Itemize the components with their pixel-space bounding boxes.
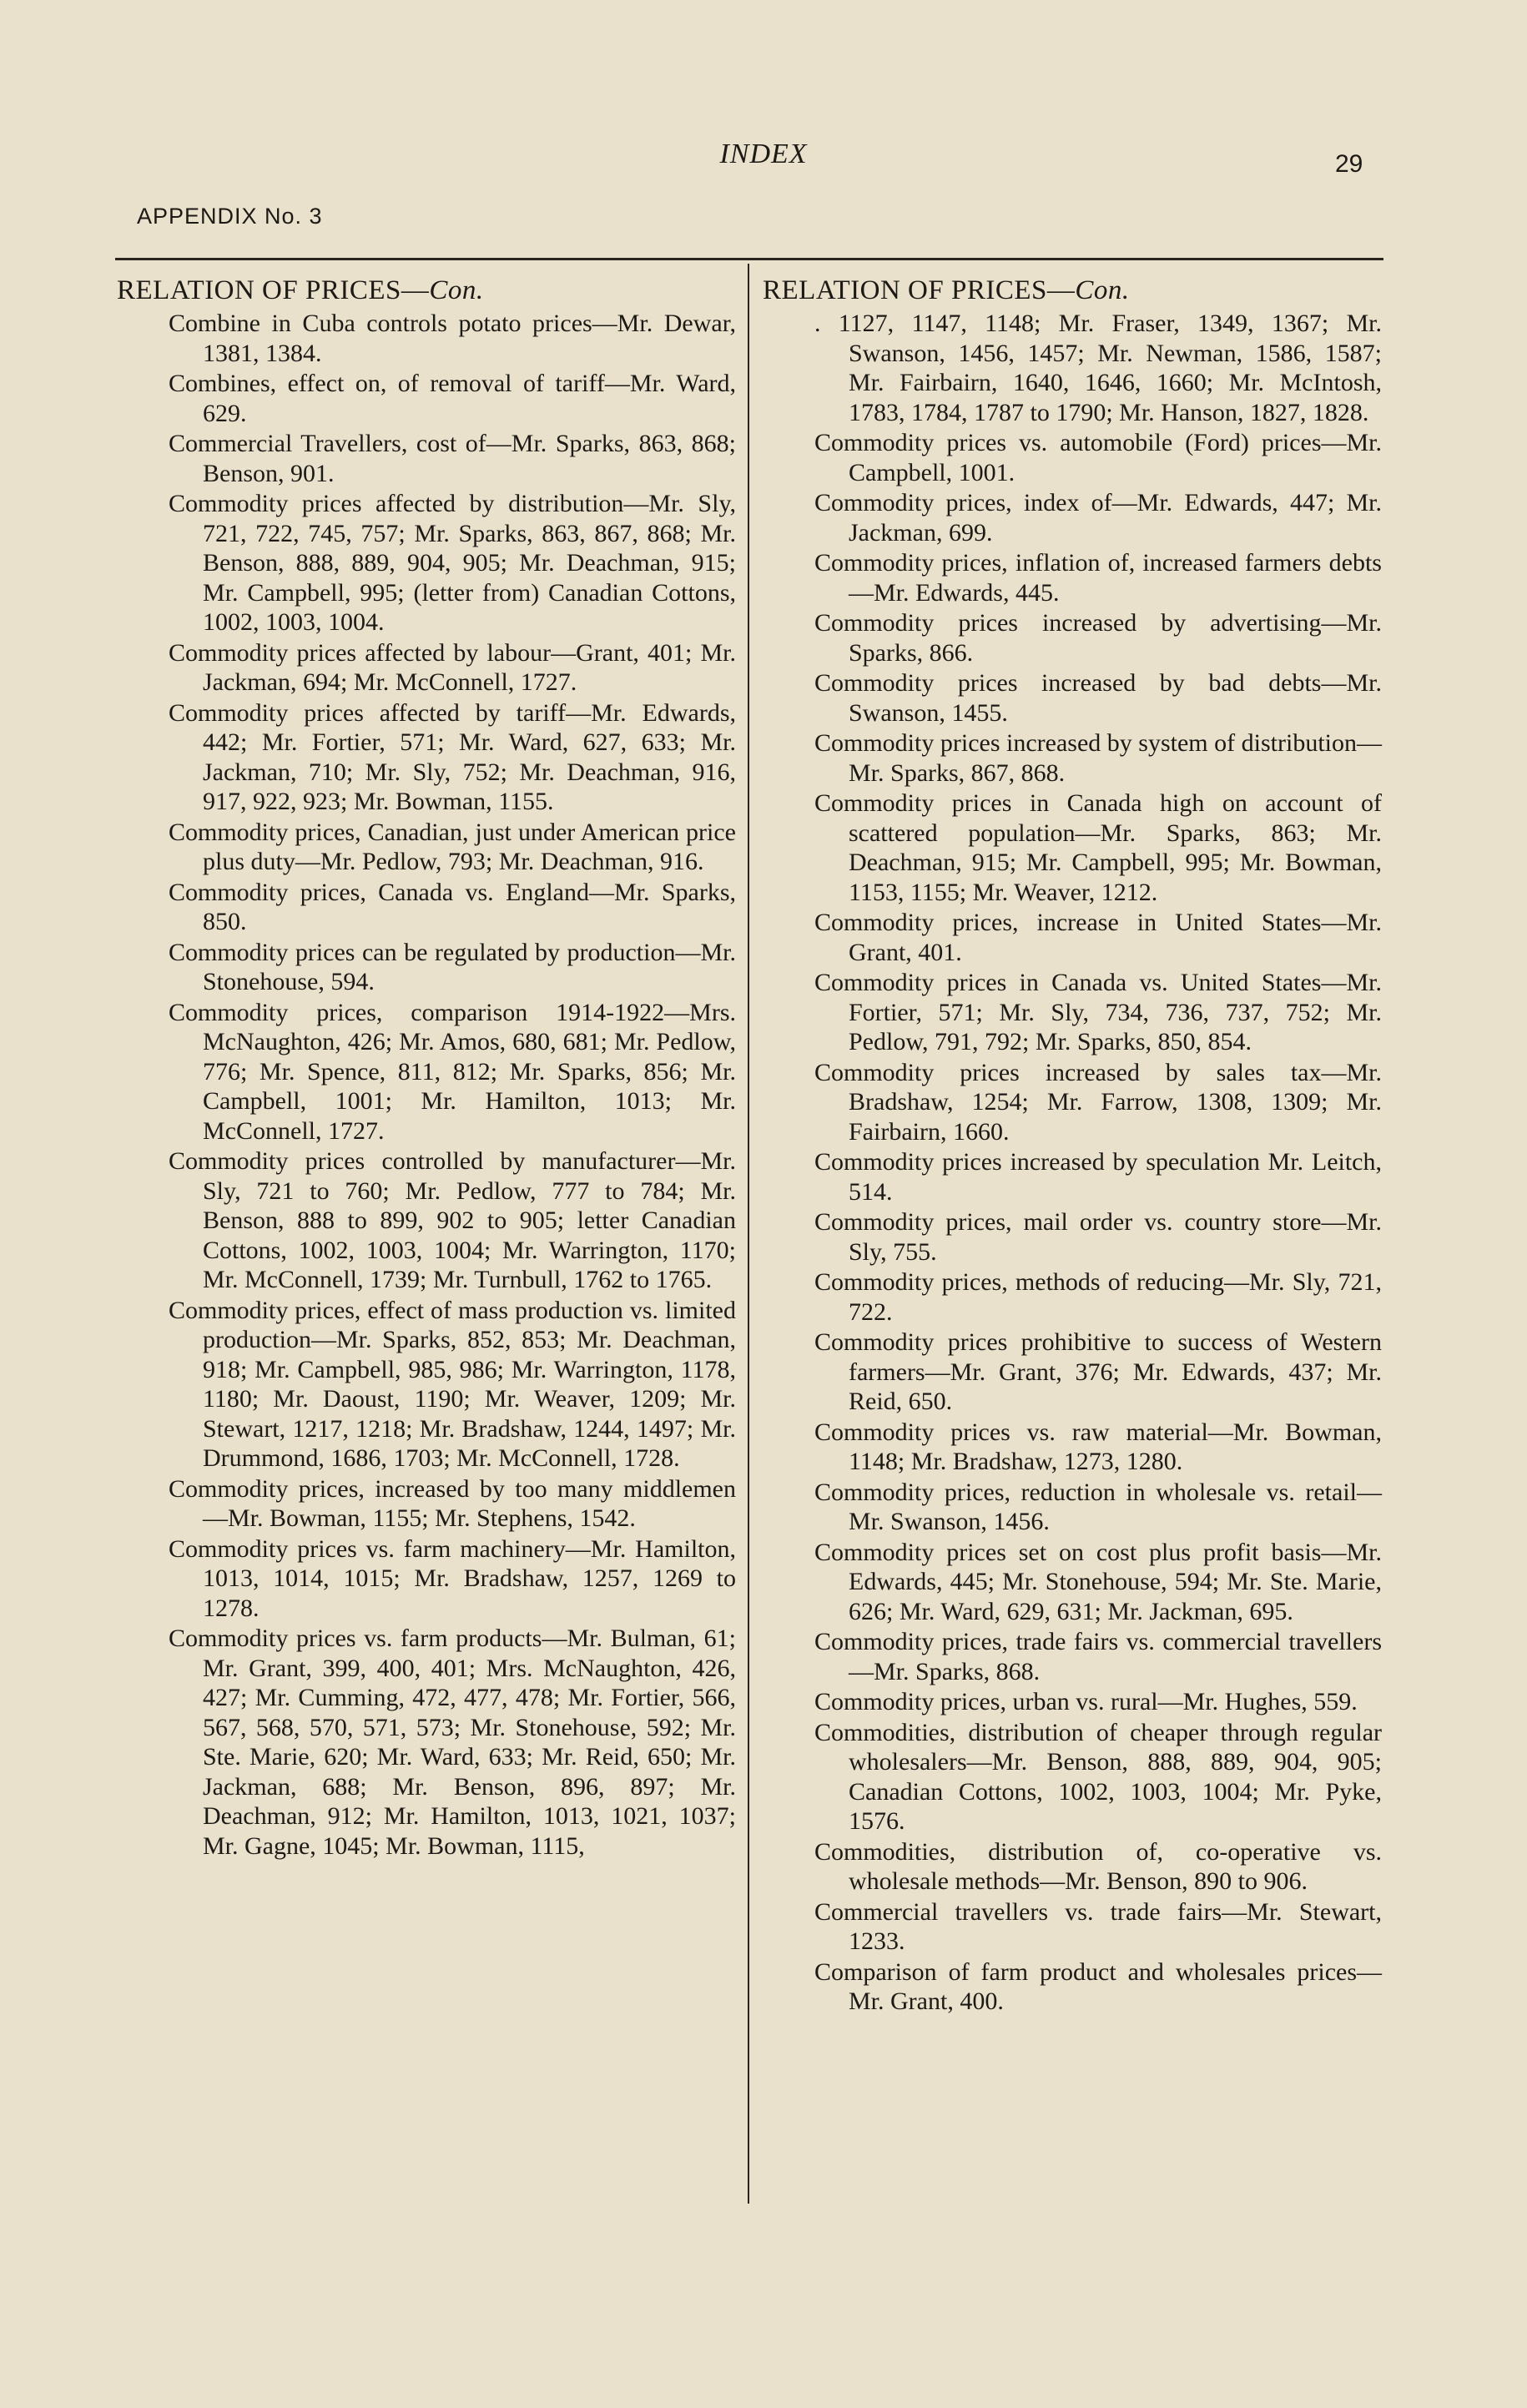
- left-heading-text: RELATION OF PRICES—: [117, 275, 430, 305]
- right-heading-suffix: Con.: [1075, 275, 1130, 305]
- index-entry: Commercial Travellers, cost of—Mr. Sparks, 863, 868; Benson, 901.: [169, 430, 736, 487]
- index-entry: Commodity prices controlled by manufacturer—Mr. Sly, 721 to 760; Mr. Pedlow, 777 to 784; Mr. Benson, 888 to 899, 902 to 905; letter Canadian Cottons, 1002, 1003, 1004; Mr. Warrington, 1170; Mr. McConnell, 1739; Mr. Turnbull, 1762 to 1765.: [169, 1147, 736, 1293]
- index-entry: Commodity prices, urban vs. rural—Mr. Hughes, 559.: [814, 1688, 1358, 1715]
- index-entry: Commodity prices, Canadian, just under American price plus duty—Mr. Pedlow, 793; Mr. Deachman, 916.: [169, 818, 736, 875]
- index-entry: Commodity prices affected by tariff—Mr. Edwards, 442; Mr. Fortier, 571; Mr. Ward, 627, 633; Mr. Jackman, 710; Mr. Sly, 752; Mr. Deachman, 916, 917, 922, 923; Mr. Bowman, 1155.: [169, 698, 736, 815]
- header-rule: [115, 258, 1383, 260]
- index-entry: Commodity prices, mail order vs. country store—Mr. Sly, 755.: [814, 1208, 1382, 1266]
- index-entry: Commodity prices vs. raw material—Mr. Bowman, 1148; Mr. Bradshaw, 1273, 1280.: [814, 1418, 1382, 1475]
- index-entry: Commodity prices vs. farm products—Mr. Bulman, 61; Mr. Grant, 399, 400, 401; Mrs. McNaughton, 426, 427; Mr. Cumming, 472, 477, 478; Mr. Fortier, 566, 567, 568, 570, 571, 573; Mr. Stonehouse, 592; Mr. Ste. Marie, 620; Mr. Ward, 633; Mr. Reid, 650; Mr. Jackman, 688; Mr. Benson, 896, 897; Mr. Deachman, 912; Mr. Hamilton, 1013, 1021, 1037; Mr. Gagne, 1045; Mr. Bowman, 1115,: [169, 1625, 736, 1860]
- index-entry: Commodity prices, increase in United States—Mr. Grant, 401.: [814, 909, 1382, 966]
- index-entry: Commodity prices affected by labour—Grant, 401; Mr. Jackman, 694; Mr. McConnell, 1727.: [169, 638, 736, 696]
- index-entry-continuation: . 1127, 1147, 1148; Mr. Fraser, 1349, 1367; Mr. Swanson, 1456, 1457; Mr. Newman, 1586, 1587; Mr. Fairbairn, 1640, 1646, 1660; Mr. McIntosh, 1783, 1784, 1787 to 1790; Mr. Hanson, 1827, 1828.: [814, 310, 1382, 426]
- index-entry: Commodity prices, comparison 1914-1922—Mrs. McNaughton, 426; Mr. Amos, 680, 681; Mr. Pedlow, 776; Mr. Spence, 811, 812; Mr. Sparks, 856; Mr. Campbell, 1001; Mr. Hamilton, 1013; Mr. McConnell, 1727.: [169, 998, 736, 1145]
- index-entry: Commodity prices increased by speculation Mr. Leitch, 514.: [814, 1148, 1382, 1206]
- right-heading-text: RELATION OF PRICES—: [763, 275, 1076, 305]
- index-entry: Commodity prices prohibitive to success of Western farmers—Mr. Grant, 376; Mr. Edwards, 437; Mr. Reid, 650.: [814, 1328, 1382, 1415]
- left-column-heading: [117, 275, 736, 305]
- index-entry: Commodities, distribution of, co-operative vs. wholesale methods—Mr. Benson, 890 to 906.: [814, 1837, 1382, 1895]
- index-entry: Commodity prices in Canada high on account of scattered population—Mr. Sparks, 863; Mr. Deachman, 915; Mr. Campbell, 995; Mr. Bowman, 1153, 1155; Mr. Weaver, 1212.: [814, 789, 1382, 906]
- index-entry: Combines, effect on, of removal of tariff—Mr. Ward, 629.: [169, 370, 736, 427]
- index-entry: Commodity prices can be regulated by production—Mr. Stonehouse, 594.: [169, 938, 736, 995]
- column-divider: [748, 264, 749, 2204]
- index-entry: Commodity prices, Canada vs. England—Mr. Sparks, 850.: [169, 878, 736, 935]
- index-entry: Commercial travellers vs. trade fairs—Mr. Stewart, 1233.: [814, 1897, 1382, 1955]
- index-entry: Commodities, distribution of cheaper through regular wholesalers—Mr. Benson, 888, 889, 904, 905; Canadian Cottons, 1002, 1003, 1004; Mr. Pyke, 1576.: [814, 1718, 1382, 1835]
- appendix-label: APPENDIX No. 3: [137, 204, 323, 229]
- index-entry: Commodity prices vs. farm machinery—Mr. Hamilton, 1013, 1014, 1015; Mr. Bradshaw, 1257, 1269 to 1278.: [169, 1534, 736, 1622]
- index-entry: Commodity prices, effect of mass production vs. limited production—Mr. Sparks, 852, 853; Mr. Deachman, 918; Mr. Campbell, 985, 986; Mr. Warrington, 1178, 1180; Mr. Daoust, 1190; Mr. Weaver, 1209; Mr. Stewart, 1217, 1218; Mr. Bradshaw, 1244, 1497; Mr. Drummond, 1686, 1703; Mr. McConnell, 1728.: [169, 1296, 736, 1472]
- index-entry: Commodity prices, trade fairs vs. commercial travellers—Mr. Sparks, 868.: [814, 1628, 1382, 1685]
- right-column-heading: [763, 275, 1382, 305]
- index-entry: Comparison of farm product and wholesales prices—Mr. Grant, 400.: [814, 1957, 1382, 2015]
- right-entry-list: [763, 309, 1382, 2017]
- index-entry: Commodity prices affected by distribution—Mr. Sly, 721, 722, 745, 757; Mr. Sparks, 863, 867, 868; Mr. Benson, 888, 889, 904, 905; Mr. Deachman, 915; Mr. Campbell, 995; (letter from) Canadian Cottons, 1002, 1003, 1004.: [169, 490, 736, 636]
- index-entry: Commodity prices increased by advertising—Mr. Sparks, 866.: [814, 609, 1382, 667]
- index-entry: Commodity prices set on cost plus profit basis—Mr. Edwards, 445; Mr. Stonehouse, 594; Mr. Ste. Marie, 626; Mr. Ward, 629, 631; Mr. Jackman, 695.: [814, 1538, 1382, 1625]
- index-entry: Commodity prices, methods of reducing—Mr. Sly, 721, 722.: [814, 1268, 1382, 1326]
- index-entry: Commodity prices increased by system of distribution—Mr. Sparks, 867, 868.: [814, 729, 1382, 787]
- page-number: 29: [1335, 150, 1363, 178]
- index-entry: Combine in Cuba controls potato prices—Mr. Dewar, 1381, 1384.: [169, 310, 736, 367]
- index-entry: Commodity prices, index of—Mr. Edwards, 447; Mr. Jackman, 699.: [814, 489, 1382, 547]
- left-heading-suffix: Con.: [429, 275, 484, 305]
- index-entry: Commodity prices vs. automobile (Ford) prices—Mr. Campbell, 1001.: [814, 429, 1382, 486]
- index-entry: Commodity prices, increased by too many middlemen—Mr. Bowman, 1155; Mr. Stephens, 1542.: [169, 1474, 736, 1532]
- left-entry-list: [117, 309, 736, 1861]
- index-entry: Commodity prices, inflation of, increased farmers debts—Mr. Edwards, 445.: [814, 549, 1382, 607]
- index-entry: Commodity prices increased by bad debts—Mr. Swanson, 1455.: [814, 669, 1382, 727]
- left-column: [117, 275, 736, 1861]
- index-entry: Commodity prices, reduction in wholesale vs. retail—Mr. Swanson, 1456.: [814, 1478, 1382, 1535]
- index-entry: Commodity prices increased by sales tax—Mr. Bradshaw, 1254; Mr. Farrow, 1308, 1309; Mr. Fairbairn, 1660.: [814, 1058, 1382, 1146]
- index-entry: Commodity prices in Canada vs. United States—Mr. Fortier, 571; Mr. Sly, 734, 736, 737, 752; Mr. Pedlow, 791, 792; Mr. Sparks, 850, 854.: [814, 969, 1382, 1055]
- right-column: [763, 275, 1382, 2018]
- page-header-title: INDEX: [719, 139, 808, 169]
